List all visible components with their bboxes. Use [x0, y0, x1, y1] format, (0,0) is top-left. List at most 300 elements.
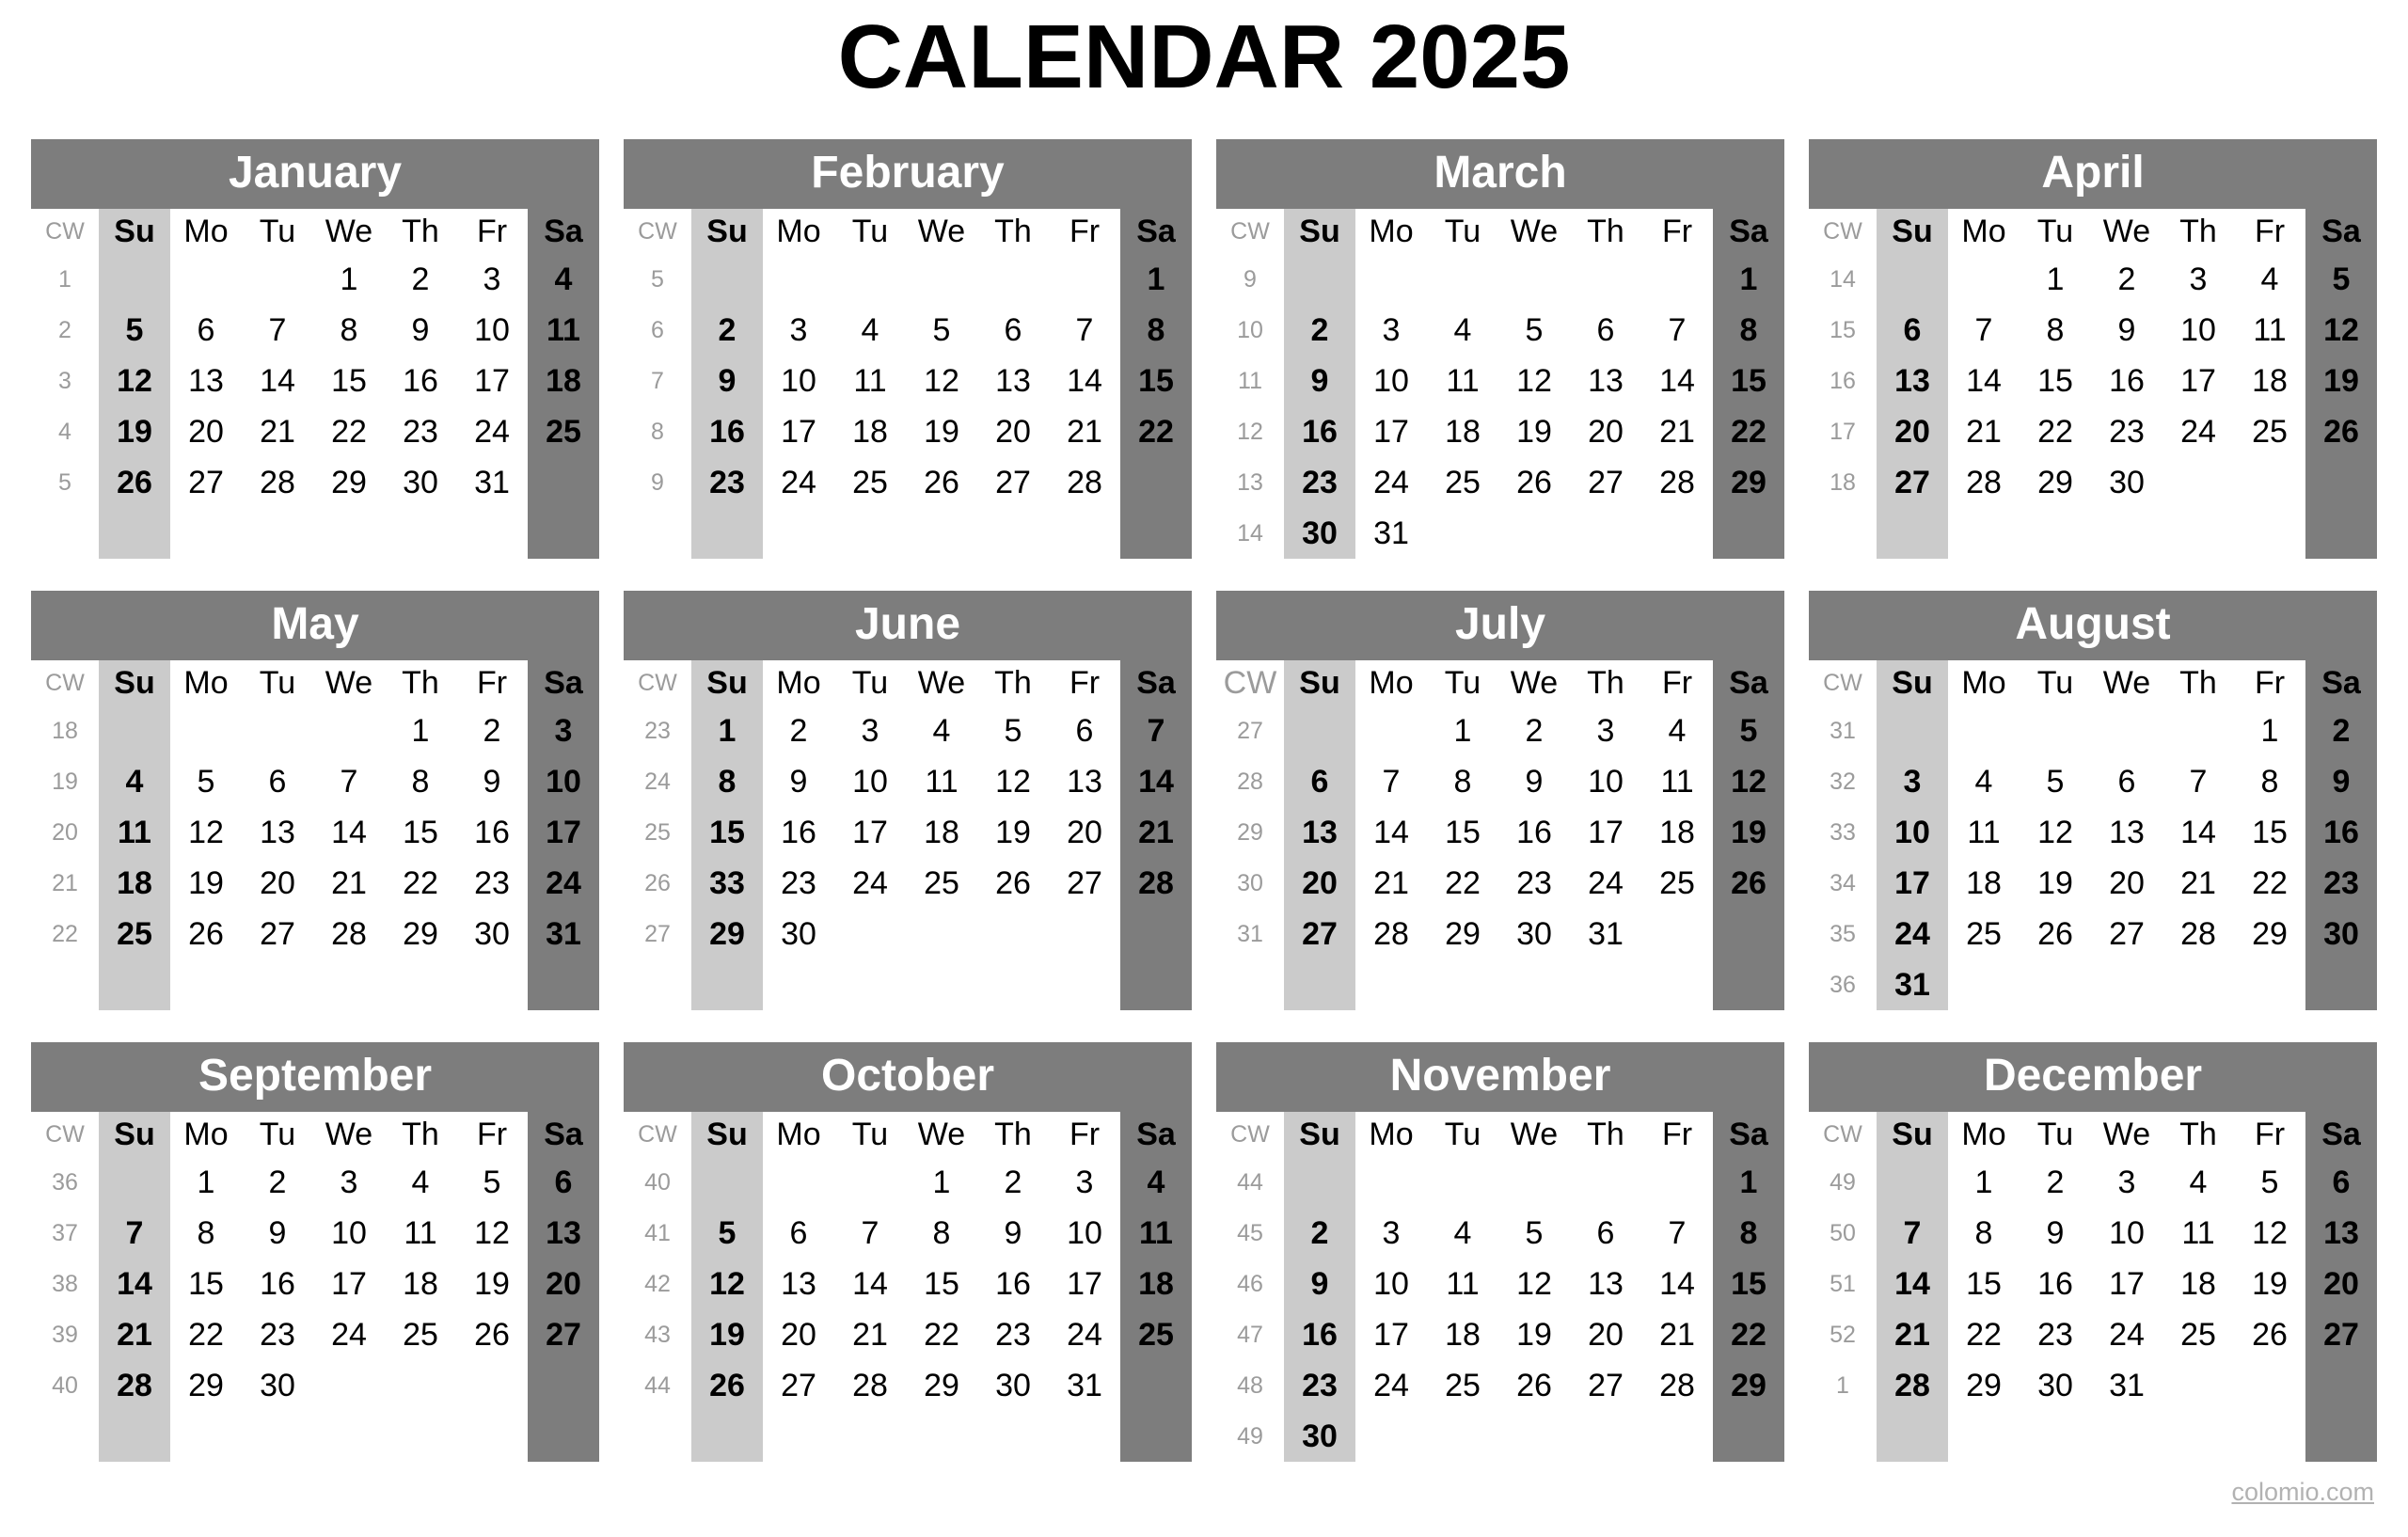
- day-cell: 26: [995, 865, 1031, 901]
- day-cell: [170, 959, 242, 1010]
- cw-number: 31: [1237, 920, 1263, 947]
- day-cell: [691, 1411, 763, 1462]
- day-cell: [1427, 959, 1498, 1010]
- cw-header-label: CW: [1230, 217, 1270, 245]
- cw-number: [624, 508, 691, 559]
- cw-number: 22: [52, 920, 78, 947]
- day-cell: 21: [260, 414, 295, 450]
- day-cell: 16: [2323, 815, 2359, 850]
- day-cell: [1284, 1157, 1355, 1208]
- day-cell: 6: [197, 312, 215, 348]
- day-cell: 6: [2117, 764, 2136, 800]
- day-header-mo: Mo: [183, 214, 229, 249]
- day-cell: 26: [2323, 414, 2359, 450]
- day-cell: 31: [1373, 515, 1409, 551]
- day-cell: 28: [1659, 1368, 1695, 1403]
- day-cell: 24: [1588, 865, 1624, 901]
- day-cell: [242, 254, 313, 305]
- day-cell: 26: [2252, 1317, 2288, 1353]
- month-title: April: [1809, 139, 2377, 209]
- day-cell: 1: [2260, 713, 2279, 749]
- day-cell: [170, 705, 242, 756]
- day-header-sa: Sa: [1136, 665, 1176, 701]
- day-cell: 14: [1659, 363, 1695, 399]
- cw-number: 23: [644, 717, 671, 744]
- month-march: [1216, 139, 1784, 559]
- day-cell: 11: [853, 363, 887, 399]
- day-cell: [1713, 959, 1784, 1010]
- day-header-su: Su: [114, 214, 155, 249]
- page-title: CALENDAR 2025: [837, 7, 1571, 107]
- cw-number: 14: [1237, 519, 1263, 547]
- day-cell: 11: [2181, 1215, 2215, 1251]
- month-september: [31, 1042, 599, 1462]
- day-cell: 19: [2323, 363, 2359, 399]
- day-header-mo: Mo: [1961, 665, 2006, 701]
- day-cell: 13: [546, 1215, 581, 1251]
- month-june: [624, 591, 1192, 1010]
- day-cell: [2162, 705, 2234, 756]
- day-cell: 27: [1588, 1368, 1624, 1403]
- day-cell: 24: [781, 465, 816, 500]
- cw-header-label: CW: [1823, 217, 1862, 245]
- day-cell: [242, 508, 313, 559]
- month-grid: [1216, 660, 1784, 1010]
- day-cell: 21: [852, 1317, 888, 1353]
- day-cell: 17: [546, 815, 581, 850]
- day-cell: 15: [709, 815, 745, 850]
- month-july: [1216, 591, 1784, 1010]
- day-cell: 24: [2180, 414, 2216, 450]
- day-cell: 28: [852, 1368, 888, 1403]
- day-cell: 4: [554, 261, 573, 297]
- day-header-mo: Mo: [1961, 1117, 2006, 1152]
- day-cell: 12: [2037, 815, 2073, 850]
- day-header-mo: Mo: [1369, 214, 1414, 249]
- day-cell: 23: [2323, 865, 2359, 901]
- day-cell: 30: [2037, 1368, 2073, 1403]
- day-header-mo: Mo: [776, 665, 821, 701]
- day-header-fr: Fr: [1661, 665, 1693, 701]
- day-cell: 1: [932, 1165, 951, 1200]
- day-cell: [1498, 508, 1570, 559]
- day-cell: [1877, 508, 1948, 559]
- day-cell: 6: [1596, 1215, 1615, 1251]
- cw-number: 33: [1830, 818, 1856, 846]
- day-cell: [456, 1360, 528, 1411]
- month-body: [624, 660, 1192, 1010]
- watermark-link[interactable]: colomio.com: [2231, 1478, 2374, 1506]
- cw-number: 35: [1830, 920, 1856, 947]
- day-header-fr: Fr: [476, 1117, 508, 1152]
- day-cell: 14: [260, 363, 295, 399]
- day-cell: 11: [1967, 815, 2001, 850]
- day-cell: [170, 254, 242, 305]
- day-cell: 20: [1302, 865, 1338, 901]
- day-cell: [1641, 508, 1713, 559]
- day-cell: 3: [1382, 312, 1401, 348]
- day-cell: [906, 254, 977, 305]
- day-cell: 17: [331, 1266, 367, 1302]
- day-cell: 6: [2332, 1165, 2351, 1200]
- day-cell: 23: [995, 1317, 1031, 1353]
- day-cell: 14: [331, 815, 367, 850]
- cw-number: 44: [644, 1371, 671, 1399]
- day-cell: 13: [188, 363, 224, 399]
- day-cell: [1641, 1157, 1713, 1208]
- day-cell: 18: [924, 815, 959, 850]
- day-cell: 20: [1067, 815, 1102, 850]
- day-cell: [1948, 508, 2020, 559]
- day-cell: 28: [1138, 865, 1174, 901]
- day-cell: 8: [2046, 312, 2065, 348]
- cw-number: 46: [1237, 1270, 1263, 1297]
- day-cell: 18: [1445, 414, 1481, 450]
- day-cell: [1948, 254, 2020, 305]
- day-header-we: We: [325, 1117, 373, 1152]
- day-cell: 10: [2180, 312, 2216, 348]
- day-header-fr: Fr: [2254, 214, 2286, 249]
- day-cell: 7: [1668, 312, 1687, 348]
- day-cell: 24: [546, 865, 581, 901]
- day-cell: 19: [709, 1317, 745, 1353]
- day-cell: 25: [403, 1317, 438, 1353]
- day-cell: 12: [1516, 363, 1552, 399]
- day-cell: 12: [924, 363, 959, 399]
- cw-number: 3: [58, 367, 71, 394]
- day-cell: [834, 959, 906, 1010]
- day-cell: 12: [2252, 1215, 2288, 1251]
- day-cell: 4: [2260, 261, 2279, 297]
- day-cell: [2234, 508, 2305, 559]
- day-cell: 24: [331, 1317, 367, 1353]
- day-cell: 6: [1075, 713, 1094, 749]
- day-cell: [456, 1411, 528, 1462]
- day-cell: 23: [260, 1317, 295, 1353]
- day-cell: [763, 959, 834, 1010]
- day-cell: 7: [340, 764, 358, 800]
- month-grid: [31, 209, 599, 559]
- day-cell: 21: [1067, 414, 1102, 450]
- day-cell: [2020, 508, 2091, 559]
- cw-number: 12: [1237, 418, 1263, 445]
- month-body: [1809, 1112, 2377, 1462]
- day-cell: [691, 959, 763, 1010]
- day-cell: 13: [781, 1266, 816, 1302]
- day-cell: [1049, 254, 1120, 305]
- cw-header-label: CW: [1823, 669, 1862, 696]
- day-cell: 31: [2109, 1368, 2145, 1403]
- cw-number: 2: [58, 316, 71, 343]
- day-cell: 20: [1588, 1317, 1624, 1353]
- day-cell: 30: [1302, 515, 1338, 551]
- day-cell: 22: [924, 1317, 959, 1353]
- day-cell: 22: [1731, 1317, 1766, 1353]
- day-cell: 10: [2109, 1215, 2145, 1251]
- day-header-su: Su: [1299, 665, 1340, 701]
- day-cell: 11: [1660, 764, 1694, 800]
- day-cell: 8: [1974, 1215, 1993, 1251]
- day-cell: [1427, 508, 1498, 559]
- day-cell: [2162, 457, 2234, 508]
- month-grid: [624, 660, 1192, 1010]
- day-cell: 29: [2252, 916, 2288, 952]
- day-cell: [1641, 1411, 1713, 1462]
- day-header-th: Th: [402, 1117, 439, 1152]
- day-cell: 1: [340, 261, 358, 297]
- cw-number: 1: [58, 265, 71, 293]
- month-body: [1216, 1112, 1784, 1462]
- cw-number: 40: [644, 1168, 671, 1196]
- day-cell: [763, 1157, 834, 1208]
- day-cell: 13: [2109, 815, 2145, 850]
- day-cell: 16: [2109, 363, 2145, 399]
- day-cell: 4: [1453, 312, 1472, 348]
- day-cell: 29: [2037, 465, 2073, 500]
- day-cell: [1427, 254, 1498, 305]
- day-cell: [1641, 254, 1713, 305]
- day-cell: 28: [1659, 465, 1695, 500]
- cw-header-label: CW: [638, 669, 677, 696]
- day-cell: 2: [411, 261, 430, 297]
- day-cell: 12: [1516, 1266, 1552, 1302]
- day-cell: 10: [1894, 815, 1930, 850]
- day-cell: 8: [1147, 312, 1165, 348]
- day-cell: 7: [1974, 312, 1993, 348]
- day-cell: 25: [924, 865, 959, 901]
- day-cell: 15: [2037, 363, 2073, 399]
- day-header-we: We: [917, 1117, 966, 1152]
- day-cell: [99, 254, 170, 305]
- day-header-fr: Fr: [1069, 1117, 1101, 1152]
- day-cell: 21: [1966, 414, 2002, 450]
- day-cell: [2305, 457, 2377, 508]
- day-cell: 27: [781, 1368, 816, 1403]
- day-cell: 20: [995, 414, 1031, 450]
- day-header-we: We: [2102, 1117, 2151, 1152]
- day-cell: 21: [2180, 865, 2216, 901]
- cw-number: [1809, 1411, 1877, 1462]
- day-header-tu: Tu: [259, 665, 296, 701]
- day-cell: 3: [1382, 1215, 1401, 1251]
- day-cell: [763, 1411, 834, 1462]
- day-cell: 30: [1516, 916, 1552, 952]
- day-header-fr: Fr: [1069, 214, 1101, 249]
- cw-number: 14: [1830, 265, 1856, 293]
- cw-number: 38: [52, 1270, 78, 1297]
- day-cell: 7: [268, 312, 287, 348]
- day-cell: 29: [403, 916, 438, 952]
- day-cell: 17: [781, 414, 816, 450]
- day-cell: 12: [995, 764, 1031, 800]
- day-cell: 3: [340, 1165, 358, 1200]
- month-body: [1809, 660, 2377, 1010]
- day-cell: [834, 508, 906, 559]
- cw-header-label: CW: [1223, 665, 1277, 701]
- day-cell: [2162, 959, 2234, 1010]
- day-header-tu: Tu: [2036, 665, 2074, 701]
- day-cell: [528, 457, 599, 508]
- day-cell: 15: [1731, 1266, 1766, 1302]
- day-cell: 27: [1588, 465, 1624, 500]
- month-body: [624, 1112, 1192, 1462]
- cw-number: 37: [52, 1219, 78, 1246]
- day-cell: 5: [2046, 764, 2065, 800]
- day-cell: 23: [2109, 414, 2145, 450]
- cw-number: 4: [58, 418, 71, 445]
- day-cell: 16: [1516, 815, 1552, 850]
- day-cell: [1877, 1411, 1948, 1462]
- day-cell: 29: [331, 465, 367, 500]
- day-cell: 25: [1659, 865, 1695, 901]
- day-cell: 19: [2037, 865, 2073, 901]
- cw-header-label: CW: [45, 669, 85, 696]
- day-cell: 19: [1516, 414, 1552, 450]
- cw-number: 17: [1830, 418, 1856, 445]
- day-cell: 3: [861, 713, 879, 749]
- day-cell: 7: [125, 1215, 144, 1251]
- day-cell: [2234, 1411, 2305, 1462]
- day-cell: [1570, 959, 1641, 1010]
- day-cell: [1713, 909, 1784, 959]
- day-cell: 18: [1966, 865, 2002, 901]
- day-cell: 15: [188, 1266, 224, 1302]
- day-cell: 26: [709, 1368, 745, 1403]
- day-cell: 24: [1373, 1368, 1409, 1403]
- day-cell: [906, 959, 977, 1010]
- month-title: March: [1216, 139, 1784, 209]
- day-cell: 26: [474, 1317, 510, 1353]
- day-header-th: Th: [994, 1117, 1032, 1152]
- day-cell: 9: [2117, 312, 2136, 348]
- day-cell: 29: [709, 916, 745, 952]
- day-header-we: We: [1510, 1117, 1559, 1152]
- month-january: [31, 139, 599, 559]
- day-cell: 5: [483, 1165, 501, 1200]
- day-cell: 14: [852, 1266, 888, 1302]
- day-header-mo: Mo: [183, 665, 229, 701]
- day-header-tu: Tu: [2036, 214, 2074, 249]
- day-cell: 22: [331, 414, 367, 450]
- cw-number: 31: [1830, 717, 1856, 744]
- day-cell: 2: [2332, 713, 2351, 749]
- day-cell: 27: [1067, 865, 1102, 901]
- day-cell: [1284, 959, 1355, 1010]
- day-cell: 13: [995, 363, 1031, 399]
- cw-number: 36: [52, 1168, 78, 1196]
- cw-number: 29: [1237, 818, 1263, 846]
- day-cell: 28: [1067, 465, 1102, 500]
- month-grid: [1809, 660, 2377, 1010]
- day-cell: 13: [260, 815, 295, 850]
- day-cell: 11: [925, 764, 958, 800]
- day-cell: 27: [995, 465, 1031, 500]
- month-title: July: [1216, 591, 1784, 660]
- day-cell: [1570, 254, 1641, 305]
- day-cell: 2: [789, 713, 808, 749]
- day-cell: 14: [1373, 815, 1409, 850]
- day-cell: 29: [1731, 465, 1766, 500]
- day-cell: [99, 705, 170, 756]
- day-cell: 2: [718, 312, 737, 348]
- cw-number: 13: [1237, 468, 1263, 496]
- day-cell: [385, 508, 456, 559]
- day-cell: 2: [1525, 713, 1544, 749]
- day-cell: 19: [1731, 815, 1766, 850]
- day-cell: [763, 508, 834, 559]
- day-cell: 25: [1966, 916, 2002, 952]
- day-cell: 11: [1139, 1215, 1173, 1251]
- day-cell: 30: [781, 916, 816, 952]
- day-cell: 26: [1731, 865, 1766, 901]
- day-cell: [313, 705, 385, 756]
- cw-number: [31, 1411, 99, 1462]
- day-cell: 5: [718, 1215, 737, 1251]
- day-header-fr: Fr: [1069, 665, 1101, 701]
- cw-number: 8: [651, 418, 664, 445]
- day-cell: 28: [1894, 1368, 1930, 1403]
- day-cell: 13: [1588, 1266, 1624, 1302]
- day-cell: [1948, 959, 2020, 1010]
- day-cell: 31: [546, 916, 581, 952]
- cw-number: [1809, 508, 1877, 559]
- day-cell: 14: [1067, 363, 1102, 399]
- day-cell: 28: [331, 916, 367, 952]
- day-header-th: Th: [2179, 665, 2217, 701]
- day-cell: 15: [1966, 1266, 2002, 1302]
- cw-number: 47: [1237, 1321, 1263, 1348]
- day-cell: 9: [1310, 363, 1329, 399]
- day-cell: 21: [1659, 414, 1695, 450]
- day-cell: 17: [1588, 815, 1624, 850]
- day-cell: 4: [1974, 764, 1993, 800]
- day-cell: 6: [554, 1165, 573, 1200]
- day-cell: [1570, 1157, 1641, 1208]
- day-header-we: We: [917, 214, 966, 249]
- day-header-we: We: [2102, 665, 2151, 701]
- cw-number: 27: [644, 920, 671, 947]
- day-cell: 22: [1445, 865, 1481, 901]
- month-title: February: [624, 139, 1192, 209]
- day-cell: 19: [995, 815, 1031, 850]
- day-cell: 8: [1739, 312, 1758, 348]
- day-cell: [1120, 909, 1192, 959]
- day-header-mo: Mo: [1369, 665, 1414, 701]
- day-cell: [2162, 508, 2234, 559]
- day-cell: 4: [411, 1165, 430, 1200]
- day-cell: 6: [1596, 312, 1615, 348]
- day-cell: [2234, 959, 2305, 1010]
- month-title: January: [31, 139, 599, 209]
- cw-number: [624, 1411, 691, 1462]
- day-cell: 20: [2109, 865, 2145, 901]
- day-cell: 5: [1739, 713, 1758, 749]
- cw-number: 16: [1830, 367, 1856, 394]
- day-cell: 6: [1903, 312, 1922, 348]
- day-cell: 9: [268, 1215, 287, 1251]
- day-cell: 24: [1894, 916, 1930, 952]
- month-body: [1216, 660, 1784, 1010]
- day-cell: [1877, 1157, 1948, 1208]
- day-header-tu: Tu: [851, 665, 889, 701]
- cw-number: 21: [52, 869, 78, 896]
- day-cell: 27: [1894, 465, 1930, 500]
- day-cell: 26: [2037, 916, 2073, 952]
- day-cell: [1498, 959, 1570, 1010]
- day-cell: [1877, 705, 1948, 756]
- day-cell: 6: [1310, 764, 1329, 800]
- day-cell: 11: [547, 312, 580, 348]
